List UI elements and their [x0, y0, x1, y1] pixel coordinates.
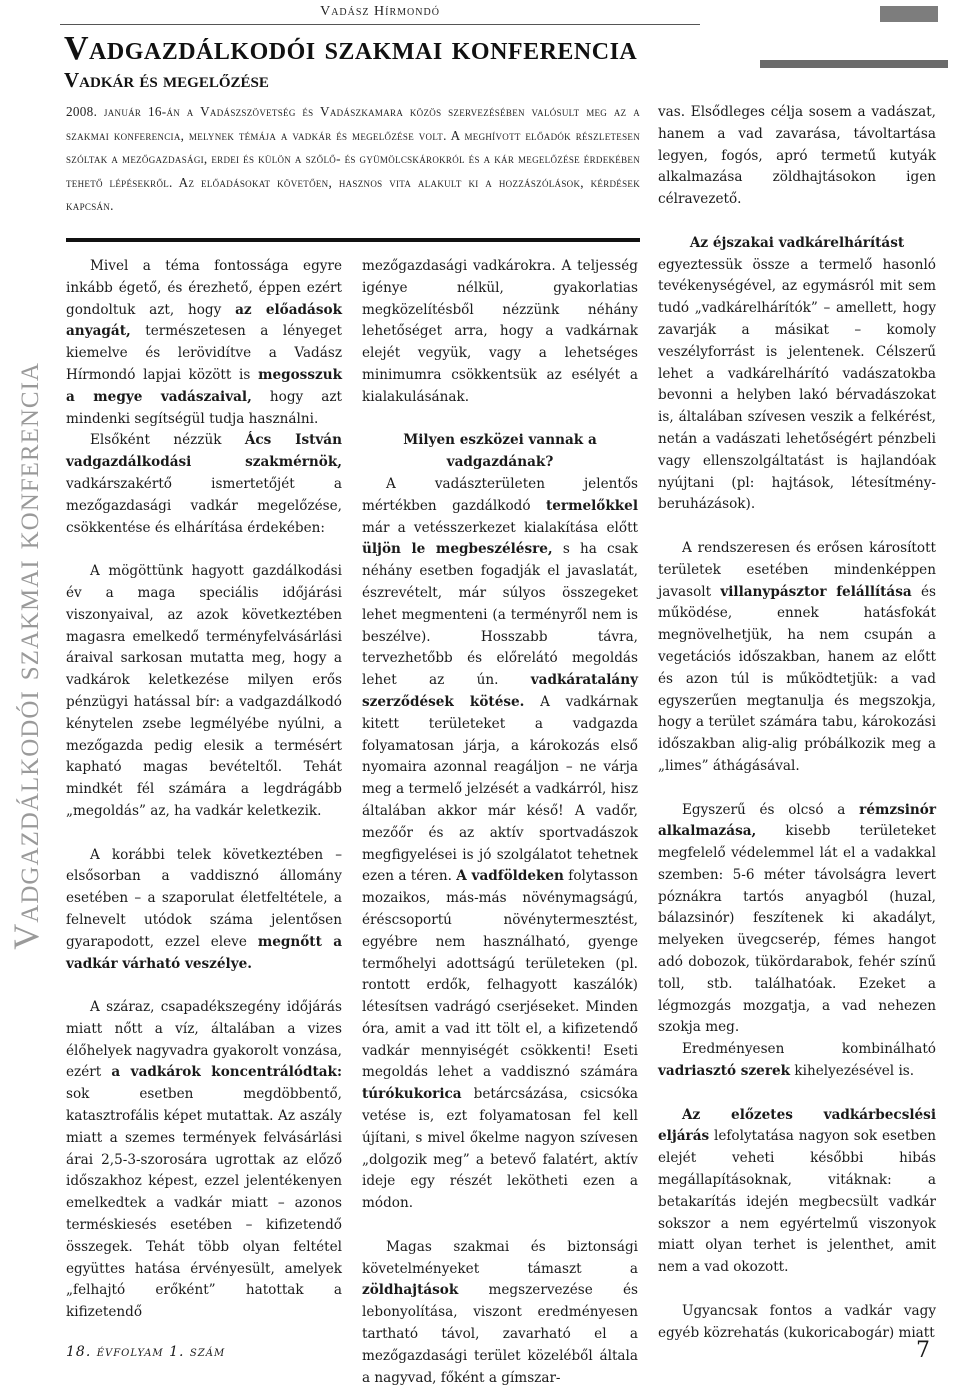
- paragraph: A vadászterületen jelentős mértékben gazdálkodó termelőkkel már a vetésszerkezet kialakítása előtt üljön le megbeszélésre, s ha csak néhány esetben fogadják el javaslatát, észrevételt, már súlyos összegeket lehet megmenteni (a terményről nem is beszélve). Hosszabb távra, tervezhetőbb és előrelátó megoldás lehet az ún. vadkáratalány szerződések kötése. A vadkárnak kitett területeket a vadgazda folyamatosan járja, a károkozás első nyomaira azonnal reagáljon – ne várja meg a termelő jelzését a vadkárról, hisz általában akkor már késő! A vadőr, mezőőr és az aktív sportvadászok megfigyelései is jó szolgálatot tehetnek ezen a téren. A vadföldeken folytasson mozaikos, más-más növénymagságú, éréscsoportú növénytermesztést, egyébre nem használható, gyenge termőhelyi adottságú területeken (pl. rontott erdők, felhagyott kaszálók) létesítsen vadrágó cserjéseket. Minden óra, amit a vad itt tölt el, a kifizetendő vadkár mennyiségét csökkenti! Eseti megoldás lehet a vaddisznó számára túrókukorica betárcsázása, csicsóka vetése is, ezt folyamatosan fel kell újítani, s mivel őkelme nagyon szívesen „dolgozik meg” a betevő falatért, aktív ideje egy részét lekötheti ezen a módon.: [362, 475, 638, 1212]
- paragraph: Magas szakmai és biztonsági követelményeket támaszt a zöldhajtások megszervezése és lebonyolítása, viszont eredményesen tartható távol, zavarható el a mezőgazdasági terület közeléből általa a nagyvad, főként a gímszar-: [362, 1238, 638, 1386]
- paragraph: Mivel a téma fontossága egyre inkább égető, és érezhető, éppen ezért gondoltuk azt, hogy az előadások anyagát, természetesen a lényeget kiemelve és lerövidítve a Vadász Hírmondó lapjai között is megosszuk a megye vadászaival, hogy azt mindenki segítségül tudja használni.: [66, 258, 342, 427]
- header-rule: [60, 24, 700, 25]
- article-title: Vadgazdálkodói szakmai konferencia: [64, 30, 638, 67]
- paragraph: Egyszerű és olcsó a rémzsinór alkalmazása, kisebb területeket megfelelő védelemmel lát el a vadakkal szemben: 5-6 méter távolságra levert póznákra tartós anyagból (huzal, bálazsinór) feszítenek ki akadályt, melyeken üvegcserép, fémes hangot adó dobozok, tükördarabok, fehér színű toll, stb. találhatóak. Ezeket a légmozgás mozgatja, a vad nehezen szokja meg.: [658, 801, 936, 1036]
- page-number: 7: [916, 1338, 930, 1363]
- paragraph: vas. Elsődleges célja sosem a vadászat, hanem a vad zavarása, távoltartása legyen, fogós, apró termetű kutyák alkalmazása zöldhajtásokon igen célravezető.: [658, 104, 936, 208]
- paragraph: Eredményesen kombinálható vadriasztó szerek kihelyezésével is.: [658, 1041, 936, 1080]
- section-heading: Milyen eszközei vannak a vadgazdának?: [403, 432, 597, 471]
- column-3: [658, 102, 936, 1344]
- paragraph: egyeztessük össze a termelő hasonló tevékenységével, az egymásról mit sem tudó „vadkárelhárítók” – amellett, hogy zavarják a másikat – komoly veszélyforrást is jelentenek. Célszerű lehet a vadkárelhárító vadászatokba bevonni a helyben lakó bérvadászokat is, általában szívesen veszik a felkérést, netán a vadászati lehetőségért pénzbeli vagy ellenszolgáltatást is hajlandóak nyújtani (pl: hajtások, létesítmény-beruházások).: [658, 256, 936, 513]
- paragraph: Elsőként nézzük Ács István vadgazdálkodási szakmérnök, vadkárszakértő ismertetőjét a mezőgazdasági vadkár megelőzése, csökkentése és elhárítása érdekében:: [66, 432, 342, 536]
- lead-paragraph: 2008. január 16-án a Vadászszövetség és Vadászkamara közös szervezésében valósult meg az a szakmai konferencia, melynek témája a vadkár és megelőzése volt. A meghívott előadók részletesen szóltak a mezőgazdasági, erdei és külön a szőlő- és gyümölcskárokról és a kár megelőzése érdekében tehető lépésekről. Az előadásokat követően, hasznos vita alakult ki a hozzászólások, kérdések kapcsán.: [66, 104, 640, 213]
- paragraph: A mögöttünk hagyott gazdálkodási év a maga speciális időjárási viszonyaival, az azok következtében magasra emelkedő terményfelvásárlási áraival sarkosan mutatta meg, hogy a vadkárok keletkezése milyen erős pénzügyi hatással bír: a vadgazdálkodó kénytelen zsebe legmélyébe nyúlni, a mezőgazda pedig elesik a termésért kapható magas bevételtől. Tehát mindkét fél számára a legdrágább „megoldás” az, ha vadkár keletkezik.: [66, 563, 342, 819]
- lead-rule: [66, 238, 640, 242]
- paragraph: A korábbi telek következtében – elsősorban a vaddisznó állomány esetében – a szaporulat életfeltétele, a felnevelt utódok száma jelentősen gyarapodott, ezzel eleve megnőtt a vadkár várható veszélye.: [66, 846, 343, 972]
- column-2: [362, 256, 638, 1389]
- paragraph: Ugyancsak fontos a vadkár vagy egyéb közrehatás (kukoricabogár) miatt: [658, 1302, 936, 1341]
- running-head: Vadász Hírmondó: [320, 4, 440, 19]
- paragraph: A rendszeresen és erősen károsított területek esetében mindenképpen javasolt villanypásztor felállítása és működése, ennek hatásfokát megnövelhetjük, ha nem csupán a vegetációs időszakban, hanem az előtt és azon túl is működtetjük: a vad egyszerűen megtanulja és megszokja, hogy a terület számára tabu, károkozási időszakban alig-alig próbálkozik meg a „limes” áthágásával.: [658, 539, 936, 774]
- issue-info: 18. évfolyam 1. szám: [66, 1344, 226, 1360]
- corner-tab: [880, 6, 938, 22]
- column-1: [66, 256, 342, 1324]
- side-title: Vadgazdálkodói szakmai konferencia: [6, 362, 46, 950]
- paragraph: Az előzetes vadkárbecslési eljárás lefolytatása nagyon sok esetben elejét veheti későbbi hibás megállapításoknak, vitáknak: a betakarítás idején megbecsült vadkár sokszor a nem egyértelmű viszonyok miatt olyan terhet is jelenthet, amit nem a vad okozott.: [658, 1106, 936, 1276]
- paragraph: mezőgazdasági vadkárokra. A teljesség igénye nélkül, gyakorlatias megközelítésből nézzünk néhány lehetőséget arra, hogy a vadkárnak elejét vegyük, vagy a lehetséges minimumra csökkentsük az esélyét a kialakulásának.: [362, 258, 638, 405]
- paragraph: A száraz, csapadékszegény időjárás miatt nőtt a víz, általában a vizes élőhelyek nagyvadra gyakorolt vonzása, ezért a vadkárok koncentrálódtak: sok esetben megdöbbentő, katasztrofális képet mutattak. Az aszály miatt a szemes termények felvásárlási árai 2,5-3-szorosára ugrottak az előző időszakhoz képest, ezzel jelentékenyen emelkedtek a vadkár miatt – azonos terméskiesés esetében – kifizetendő összegek. Tehát több olyan feltétel együttes hatása érvényesült, amelyek „felhajtó erőként” hatottak a kifizetendő: [66, 999, 342, 1321]
- decorative-bar: [760, 60, 948, 68]
- section-heading: Az éjszakai vadkárelhárítást: [689, 234, 905, 251]
- article-subtitle: Vadkár és megelőzése: [64, 68, 269, 92]
